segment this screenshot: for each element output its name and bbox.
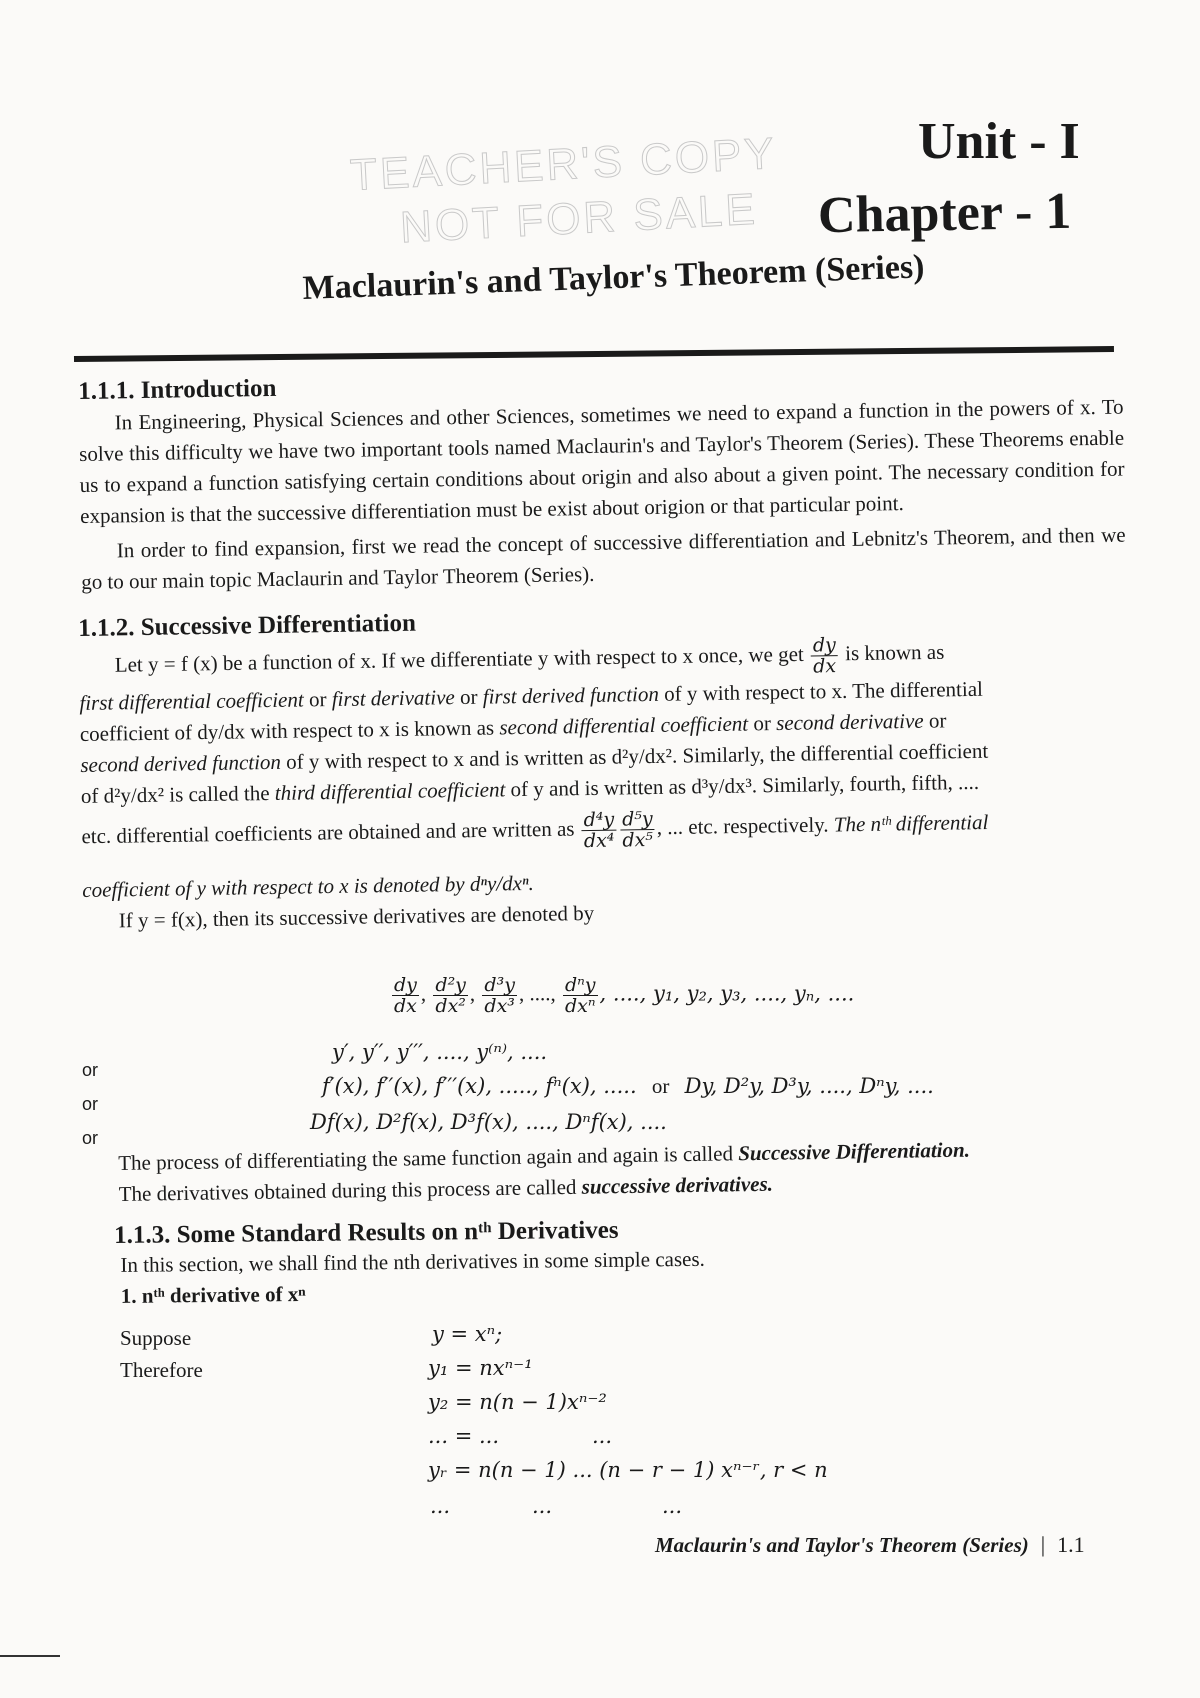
notation-function: f′(x), f′′(x), f′′′(x), ....., fⁿ(x), ..... or Dy, D²y, D³y, ...., Dⁿy, .... xyxy=(322,1074,934,1098)
step-y1: y₁ = nxⁿ⁻¹ xyxy=(428,1356,533,1380)
frac-d5y-dx5: $\frac{\text{d⁵y}}{\text{dx⁵}}$ xyxy=(621,808,654,852)
step-dots-1: ... = ... xyxy=(428,1424,499,1448)
successive-line-5: of d²y/dx² is called the third differential coefficient of y and is written as d³y/dx³. Similarly, fourth, fifth, .... xyxy=(80,769,980,808)
notation-operator: Df(x), D²f(x), D³f(x), ...., Dⁿf(x), .... xyxy=(310,1110,667,1134)
watermark-line-1: TEACHER'S COPY xyxy=(348,128,778,201)
item-nth-derivative-xn: 1. nᵗʰ derivative of xⁿ xyxy=(120,1281,306,1308)
notation-prime: y′, y′′, y′′′, ...., y⁽ⁿ⁾, .... xyxy=(332,1040,548,1064)
successive-line-1: Let y = f (x) be a function of x. If we differentiate y with respect to x once, we get $\frac{dy}{dx}$ is known as xyxy=(114,634,945,678)
conclusion-line-2: The derivatives obtained during this process are called successive derivatives. xyxy=(118,1171,774,1206)
step-dots-5: ... xyxy=(662,1494,683,1518)
or-label-2: or xyxy=(82,1094,99,1114)
successive-line-4: second derived function of y with respect to x and is written as d²y/dx². Similarly, the differential coefficient xyxy=(80,738,989,777)
intro-paragraph-2: In order to find expansion, first we read the concept of successive differentiation and Lebnitz's Theorem, and then we go to our main topic Maclaurin and Taylor Theorem (Series). xyxy=(81,522,1126,594)
section-introduction xyxy=(78,362,1126,598)
frac-d4y-dx4: $\frac{\text{d⁴y}}{\text{dx⁴}}$ xyxy=(583,808,615,853)
chapter-title: Maclaurin's and Taylor's Theorem (Series) xyxy=(302,248,926,307)
label-suppose: Suppose xyxy=(120,1326,192,1350)
intro-paragraph-1: In Engineering, Physical Sciences and other Sciences, sometimes we need to expand a function in the powers of x. To solve this difficulty we have two important tools named Maclaurin's and Taylor's Theorem (Series). These Theorems enable us to expand a function satisfying certain conditions about origin and also about a given point. The necessary condition for expansion is that the successive differentiation must be exist about origion or that particular point. xyxy=(79,394,1125,528)
watermark-line-2: NOT FOR SALE xyxy=(398,184,759,253)
step-y: y = xⁿ; xyxy=(432,1322,503,1346)
successive-conclusion xyxy=(118,1132,1119,1210)
step-dots-4: ... xyxy=(532,1494,553,1518)
or-label-3: or xyxy=(82,1128,99,1148)
heading-standard-results: 1.1.3. Some Standard Results on nᵗʰ Derivatives xyxy=(114,1216,619,1249)
section-standard-results xyxy=(114,1212,1115,1312)
chapter-label: Chapter - 1 xyxy=(817,182,1072,245)
successive-line-2: first differential coefficient or first derivative or first derived function of y with respect to x. The differential xyxy=(79,676,984,715)
footer-separator: | xyxy=(1040,1532,1046,1557)
successive-line-6: etc. differential coefficients are obtained and are written as $\frac{\text{d⁴y}}{\text{dx⁴}}$ $\frac{\text{d⁵y}}{\text{dx⁵}}$ , ... etc. respectively. The nᵗʰ differential xyxy=(81,808,989,853)
heading-successive-differentiation: 1.1.2. Successive Differentiation xyxy=(78,609,417,642)
step-y2: y₂ = n(n − 1)xⁿ⁻² xyxy=(428,1390,607,1414)
step-dots-3: ... xyxy=(430,1494,451,1518)
conclusion-line-1: The process of differentiating the same function again and again is called Successive Differentiation. xyxy=(118,1137,971,1175)
successive-line-7: coefficient of y with respect to x is denoted by dⁿy/dxⁿ. xyxy=(82,870,535,902)
label-therefore: Therefore xyxy=(120,1358,203,1382)
step-dots-2: ... xyxy=(592,1424,613,1448)
scan-edge-line xyxy=(0,1655,60,1657)
heading-introduction: 1.1.1. Introduction xyxy=(78,374,277,405)
header-rule xyxy=(74,346,1114,362)
step-yr: yᵣ = n(n − 1) ... (n − r − 1) xⁿ⁻ʳ, r < n xyxy=(428,1458,828,1482)
standard-intro: In this section, we shall find the nth derivatives in some simple cases. xyxy=(120,1246,705,1277)
page-footer xyxy=(655,1532,1085,1558)
successive-line-8: If y = f(x), then its successive derivatives are denoted by xyxy=(118,900,595,933)
section-successive-differentiation xyxy=(78,599,1128,937)
footer-title: Maclaurin's and Taylor's Theorem (Series) xyxy=(655,1533,1029,1557)
unit-label: Unit - I xyxy=(918,113,1080,170)
notation-leibniz: $\frac{dy}{dx}$ , $\frac{\text{d²y}}{\text{dx²}}$ , $\frac{\text{d³y}}{\text{dx³}}$ , ...., $\frac{\text{dⁿy}}{\text{dxⁿ}}$ , ...., y₁, y₂, y₃, ...., yₙ, .... xyxy=(394,974,855,1017)
frac-dy-dx: $\frac{dy}{dx}$ xyxy=(812,634,837,678)
page-number: 1.1 xyxy=(1057,1532,1085,1557)
or-label-1: or xyxy=(82,1060,99,1080)
successive-line-3: coefficient of dy/dx with respect to x is known as second differential coefficient or second derivative or xyxy=(79,708,947,746)
